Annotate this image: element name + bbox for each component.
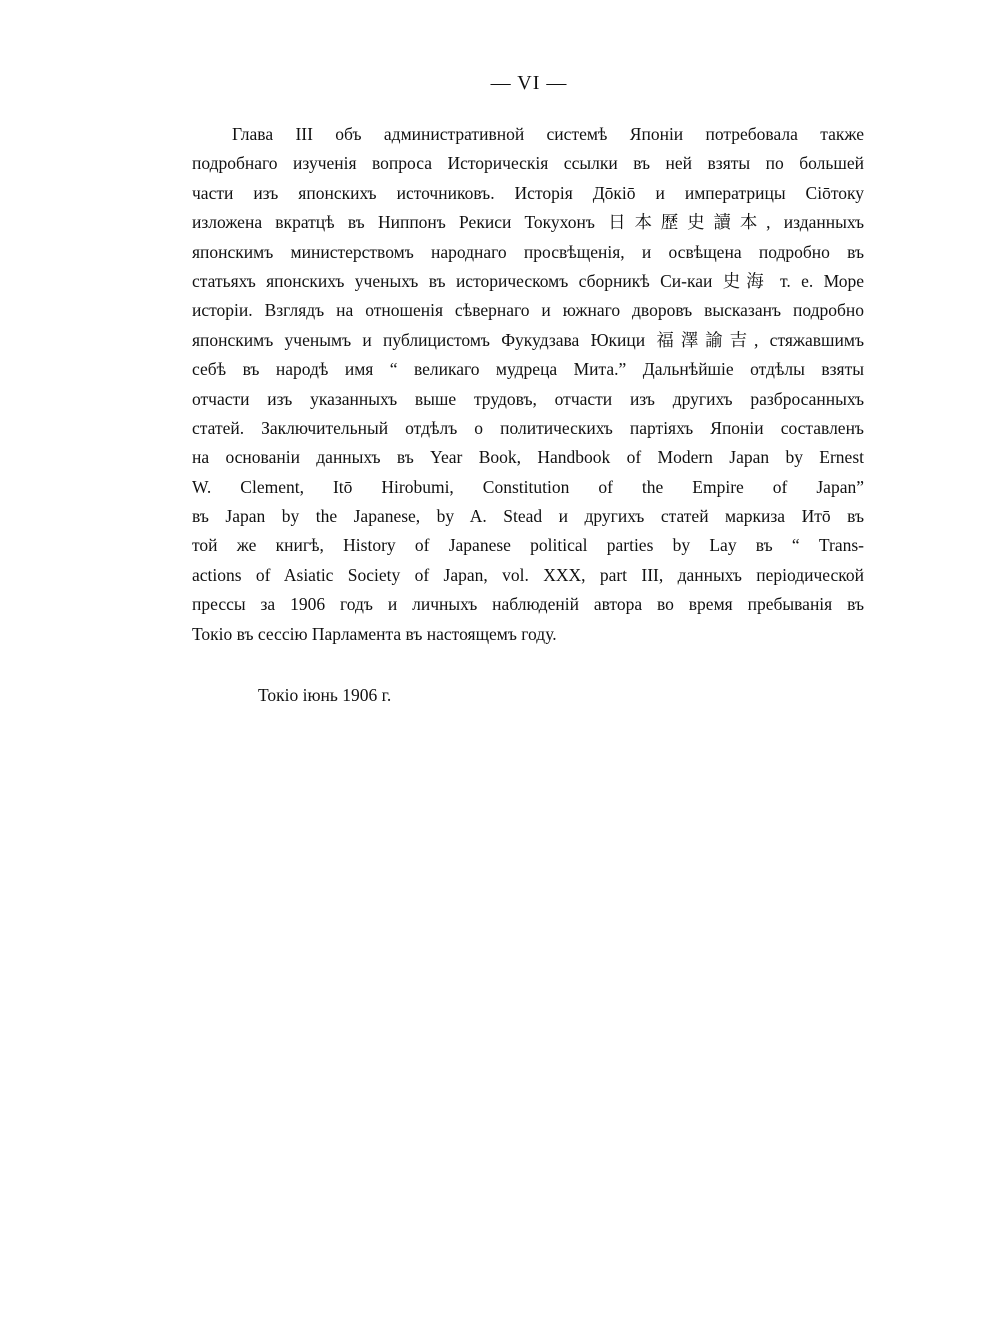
text-line: японскимъ ученымъ и публицистомъ Фукудзава Юкици 福澤諭吉, стяжавшимъ xyxy=(192,329,864,350)
text-line: отчасти изъ указанныхъ выше трудовъ, отчасти изъ другихъ разбросанныхъ xyxy=(192,388,864,409)
text-line: W. Clement, Itō Hirobumi, Constitution of the Empire of Japan” xyxy=(192,476,864,497)
text-line: на основаніи данныхъ въ Year Book, Handbook of Modern Japan by Ernest xyxy=(192,447,864,468)
text-line: actions of Asiatic Society of Japan, vol. XXX, part III, данныхъ періодической xyxy=(192,564,864,585)
text-line: прессы за 1906 годъ и личныхъ наблюденій автора во время пребыванія въ xyxy=(192,594,864,615)
text-line: подробнаго изученія вопроса Историческія ссылки въ ней взяты по большей xyxy=(192,153,864,174)
text-line: статей. Заключительный отдѣлъ о политическихъ партіяхъ Японіи составленъ xyxy=(192,417,864,438)
page-number: — VI — xyxy=(490,72,568,94)
text-line: той же книгѣ, History of Japanese political parties by Lay въ “ Trans- xyxy=(192,535,864,556)
text-line: себѣ въ народѣ имя “ великаго мудреца Мита.” Дальнѣйшіе отдѣлы взяты xyxy=(192,359,864,380)
body-paragraph xyxy=(192,120,864,649)
text-line: изложена вкратцѣ въ Ниппонъ Рекиси Токухонъ 日本歷史讀本, изданныхъ xyxy=(192,212,864,233)
text-line: статьяхъ японскихъ ученыхъ въ историческомъ сборникѣ Си-каи 史海 т. е. Море xyxy=(192,270,864,291)
text-line: Токіо въ сессію Парламента въ настоящемъ году. xyxy=(192,623,557,644)
text-line: японскимъ министерствомъ народнаго просвѣщенія, и освѣщена подробно въ xyxy=(192,241,864,262)
signature-line: Токіо іюнь 1906 г. xyxy=(258,685,392,705)
text-line: Глава III объ административной системѣ Японіи потребовала также xyxy=(232,124,864,144)
text-line: въ Japan by the Japanese, by A. Stead и другихъ статей маркиза Итō въ xyxy=(192,506,864,527)
text-line: части изъ японскихъ источниковъ. Исторія Дōкiō и императрицы Сiōтоку xyxy=(192,182,864,203)
text-line: исторіи. Взглядъ на отношенія сѣвернаго и южнаго дворовъ высказанъ подробно xyxy=(192,300,864,321)
